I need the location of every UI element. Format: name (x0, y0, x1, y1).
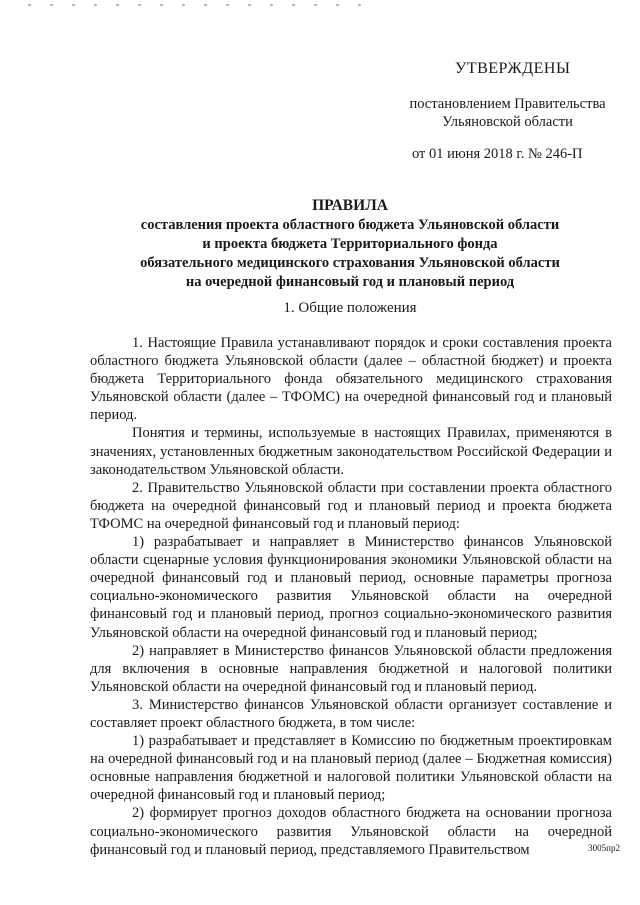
paragraph: 2. Правительство Ульяновской области при составлении проекта областного бюджета на очередной финансовый год и плановый период и проекта бюджета ТФОМС на очередной финансовый год и плановый период: (90, 479, 612, 532)
paragraph: Понятия и термины, используемые в настоящих Правилах, применяются в значениях, установленных бюджетным законодательством Российской Федерации и законодательством Ульяновской области. (90, 425, 612, 478)
decree-date: от 01 июня 2018 г. № 246-П (412, 146, 583, 162)
footer-code: 3005пр2 (588, 843, 620, 853)
body-text (90, 334, 612, 859)
title-line-1: ПРАВИЛА (312, 197, 388, 214)
paragraph: 1) разрабатывает и направляет в Министерство финансов Ульяновской области сценарные условия функционирования экономики Ульяновской области на очередной финансовый год и плановый период, основные параметры прогноза социально-экономического развития Ульяновской области на очередной финансовый год и плановый период, прогноз социально-экономического развития Ульяновской области на очередной финансовый год и плановый период; (90, 534, 612, 641)
title-line-2: составления проекта областного бюджета Ульяновской области (140, 217, 560, 233)
paragraph: 1. Настоящие Правила устанавливают порядок и сроки составления проекта областного бюджета Ульяновской области (далее – областной бюджет) и проекта бюджета Территориального фонда обязательного медицинского страхования Ульяновской области (далее – ТФОМС) на очередной финансовый год и плановый период. (90, 335, 612, 424)
paragraph: 2) формирует прогноз доходов областного бюджета на основании прогноза социально-экономического развития Ульяновской области на очередной финансовый год и плановый период, представляемого Правительством (90, 805, 612, 858)
title-line-3: и проекта бюджета Территориального фонда (202, 236, 498, 252)
approved-heading: УТВЕРЖДЕНЫ (455, 60, 571, 77)
paragraph: 3. Министерство финансов Ульяновской области организует составление и составляет проект областного бюджета, в том числе: (90, 696, 612, 731)
section-heading: 1. Общие положения (283, 300, 417, 316)
decree-line-1: постановлением Правительства (409, 96, 606, 112)
document-title (80, 196, 620, 292)
title-line-4: обязательного медицинского страхования Ульяновской области (140, 255, 560, 271)
paragraph: 2) направляет в Министерство финансов Ульяновской области предложения для включения в основные направления бюджетной и налоговой политики Ульяновской области на очередной финансовый год и плановый период. (90, 642, 612, 695)
decree-line-2: Ульяновской области (442, 114, 573, 130)
title-line-5: на очередной финансовый год и плановый период (185, 274, 515, 290)
paragraph: 1) разрабатывает и представляет в Комиссию по бюджетным проектировкам на очередной финансовый год и на плановый период (далее – Бюджетная комиссия) основные направления бюджетной и налоговой политики Ульяновской области на очередной финансовый год и плановый период; (90, 733, 612, 804)
scan-edge-marks (28, 4, 368, 6)
